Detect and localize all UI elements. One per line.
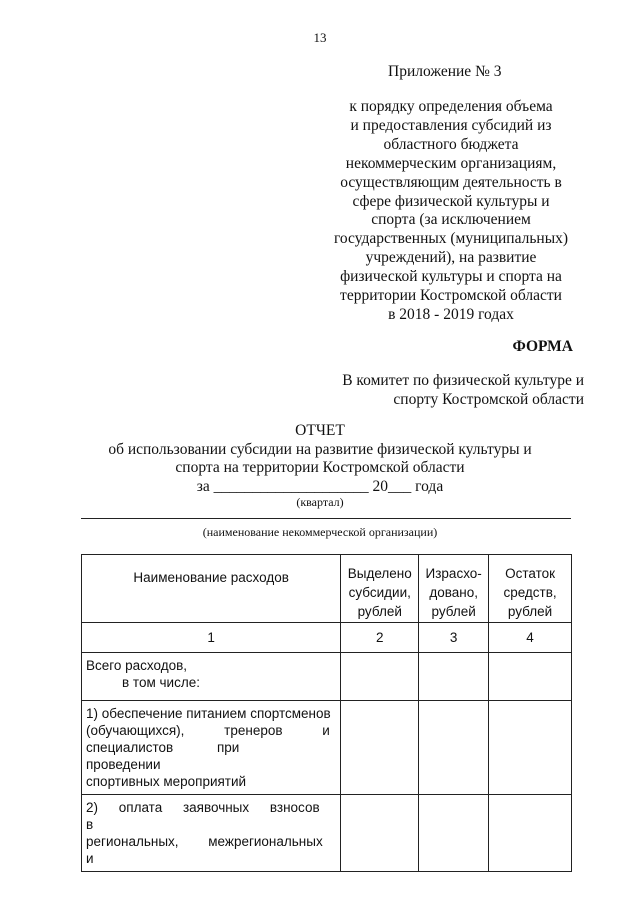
report-subtitle-line: об использовании субсидии на развитие физической культуры и bbox=[108, 441, 532, 458]
form-label: ФОРМА bbox=[512, 338, 573, 355]
report-title: ОТЧЕТ bbox=[295, 422, 345, 439]
column-number: 4 bbox=[489, 623, 572, 653]
header-spent-line: рублей bbox=[431, 604, 476, 619]
table-cell bbox=[489, 653, 572, 701]
row-label-line: спортивных мероприятий bbox=[86, 774, 247, 789]
appendix-line: и предоставления субсидий из bbox=[350, 116, 552, 134]
table-cell bbox=[419, 653, 489, 701]
addressee-line: В комитет по физической культуре и bbox=[342, 372, 584, 389]
row-label-item2 bbox=[82, 795, 341, 872]
table-cell bbox=[341, 653, 419, 701]
row-label-item1 bbox=[82, 701, 341, 795]
appendix-line: некоммерческим организациям, bbox=[345, 154, 557, 172]
table-row bbox=[82, 653, 572, 701]
column-number: 3 bbox=[419, 623, 489, 653]
page-number: 13 bbox=[313, 30, 327, 45]
appendix-line: спорта (за исключением bbox=[371, 211, 531, 229]
header-balance-line: рублей bbox=[507, 604, 553, 619]
table-cell bbox=[341, 795, 419, 872]
table-cell bbox=[419, 795, 489, 872]
table-cell bbox=[341, 701, 419, 795]
report-period-line: за ____________________ 20___ года bbox=[196, 478, 444, 495]
organization-name-line bbox=[81, 518, 571, 519]
row-label-total bbox=[82, 653, 341, 701]
appendix-line: учреждений), на развитие bbox=[365, 249, 537, 267]
header-balance bbox=[489, 555, 572, 623]
header-balance-line: средств, bbox=[503, 585, 557, 600]
appendix-line: сфере физической культуры и bbox=[352, 192, 550, 210]
row-label-line: Всего расходов, bbox=[86, 658, 188, 673]
header-balance-line: Остаток bbox=[505, 566, 556, 581]
row-label-line: 2) оплата заявочных взносов в bbox=[86, 800, 320, 832]
table-number-row bbox=[82, 623, 572, 653]
header-spent-line: довано, bbox=[429, 585, 478, 600]
table-cell bbox=[489, 795, 572, 872]
row-label-line: 1) обеспечение питанием спортсменов bbox=[86, 706, 331, 721]
table-row bbox=[82, 701, 572, 795]
expenses-table bbox=[81, 554, 572, 872]
table-header-row bbox=[82, 555, 572, 623]
appendix-title: Приложение № 3 bbox=[388, 63, 502, 80]
appendix-line: физической культуры и спорта на bbox=[340, 268, 562, 286]
appendix-line: к порядку определения объема bbox=[349, 98, 553, 115]
row-label-line: региональных, межрегиональных и bbox=[86, 834, 323, 866]
column-number: 2 bbox=[341, 623, 419, 653]
header-allocated-line: Выделено bbox=[347, 566, 412, 581]
appendix-line: осуществляющим деятельность в bbox=[340, 173, 562, 191]
addressee bbox=[320, 371, 584, 409]
header-allocated-line: субсидии, bbox=[348, 585, 411, 600]
header-spent-line: Израсхо- bbox=[425, 566, 482, 581]
appendix-line: государственных (муниципальных) bbox=[333, 230, 569, 248]
appendix-line: областного бюджета bbox=[383, 135, 519, 153]
row-label-line: в том числе: bbox=[122, 675, 200, 690]
table-cell bbox=[489, 701, 572, 795]
table-row bbox=[82, 795, 572, 872]
table-cell bbox=[419, 701, 489, 795]
appendix-description bbox=[320, 98, 582, 325]
appendix-line: территории Костромской области bbox=[340, 287, 562, 305]
appendix-line: в 2018 - 2019 годах bbox=[388, 305, 514, 323]
header-name-label: Наименование расходов bbox=[133, 570, 289, 585]
header-name bbox=[82, 555, 341, 623]
report-subtitle-line: спорта на территории Костромской области bbox=[175, 459, 465, 476]
period-caption: (квартал) bbox=[296, 495, 344, 509]
addressee-line: спорту Костромской области bbox=[393, 391, 584, 408]
header-allocated-line: рублей bbox=[357, 604, 402, 619]
column-number: 1 bbox=[82, 623, 341, 653]
header-spent bbox=[419, 555, 489, 623]
header-allocated bbox=[341, 555, 419, 623]
row-label-line: специалистов при проведении bbox=[86, 740, 240, 772]
organization-caption: (наименование некоммерческой организации) bbox=[202, 525, 438, 539]
row-label-line bbox=[86, 722, 336, 739]
row-label-text: (обучающихся), тренеров и bbox=[86, 723, 330, 738]
